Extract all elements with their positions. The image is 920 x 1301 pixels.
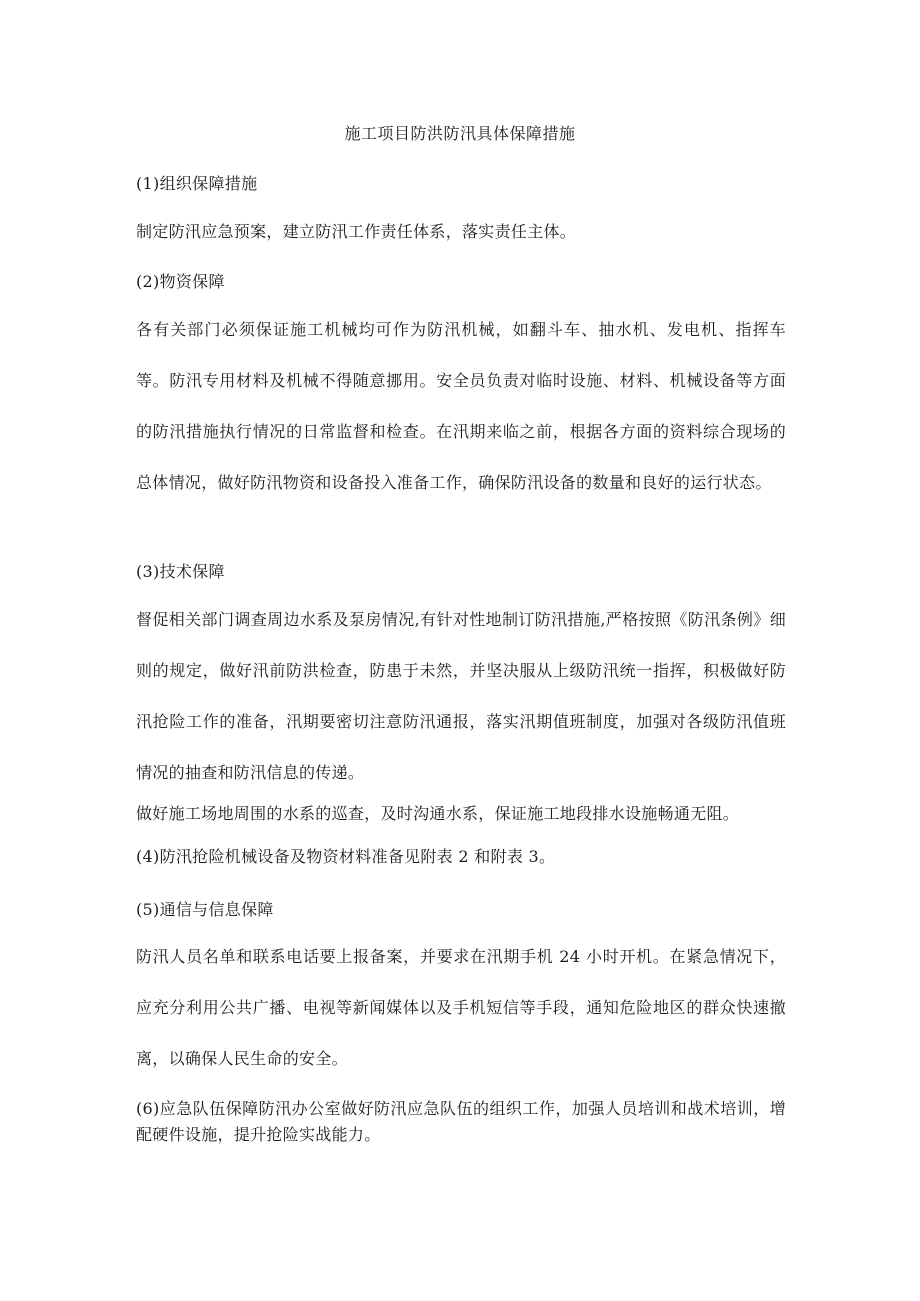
section-3-paragraph-1: 督促相关部门调查周边水系及泵房情况,有针对性地制订防汛措施,严格按照《防汛条例》细则的规定，做好汛前防洪检查，防患于未然，并坚决服从上级防汛统一指挥，积极做好防汛抢险工作的准备，汛期要密切注意防汛通报，落实汛期值班制度，加强对各级防汛值班情况的抽查和防汛信息的传递。 bbox=[136, 610, 786, 782]
section-1-paragraph: 制定防汛应急预案，建立防汛工作责任体系，落实责任主体。 bbox=[136, 222, 577, 241]
section-heading-5: (5)通信与信息保障 bbox=[136, 900, 274, 919]
section-heading-2: (2)物资保障 bbox=[136, 272, 225, 291]
section-5-paragraph: 防汛人员名单和联系电话要上报备案，并要求在汛期手机 24 小时开机。在紧急情况下，应充分利用公共广播、电视等新闻媒体以及手机短信等手段，通知危险地区的群众快速撤离，以确保人民生命的安全。 bbox=[136, 947, 786, 1068]
section-2-paragraph: 各有关部门必须保证施工机械均可作为防汛机械，如翻斗车、抽水机、发电机、指挥车等。防汛专用材料及机械不得随意挪用。安全员负责对临时设施、材料、机械设备等方面的防汛措施执行情况的日常监督和检查。在汛期来临之前，根据各方面的资料综合现场的总体情况，做好防汛物资和设备投入准备工作，确保防汛设备的数量和良好的运行状态。 bbox=[136, 320, 786, 492]
section-heading-4: (4)防汛抢险机械设备及物资材料准备见附表 2 和附表 3。 bbox=[136, 847, 556, 866]
section-6-paragraph: (6)应急队伍保障防汛办公室做好防汛应急队伍的组织工作，加强人员培训和战术培训，增配硬件设施，提升抢险实战能力。 bbox=[136, 1099, 786, 1144]
section-3-paragraph-2: 做好施工场地周围的水系的巡查，及时沟通水系，保证施工地段排水设施畅通无阻。 bbox=[136, 804, 740, 823]
section-heading-3: (3)技术保障 bbox=[136, 562, 225, 581]
document-title: 施工项目防洪防汛具体保障措施 bbox=[344, 124, 576, 143]
section-heading-1: (1)组织保障措施 bbox=[136, 174, 258, 193]
